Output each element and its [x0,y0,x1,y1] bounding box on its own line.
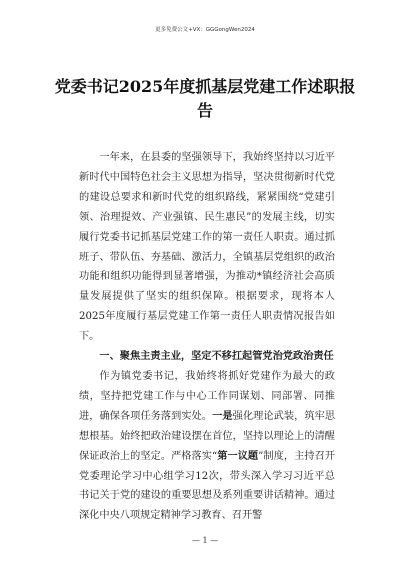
header-note: 更多免费公文+VX：GGGongWen2024 [155,27,255,33]
section-heading: 一、聚焦主责主业，坚定不移扛起管党治党政治责任 [99,351,334,363]
bold-term: 第一议题 [217,449,259,462]
paragraph-text: ”制度，主持召开党委理论学习中心组学习12次，带头深入学习习近平总书记关于党的建设的重要思想及系列重要讲话精神。通过深化中央八项规定精神学习教育、召开警 [79,450,335,522]
document-title: 党委书记2025年度抓基层党建工作述职报告 [54,77,356,120]
bold-marker: 一是 [212,409,233,422]
intro-paragraph: 一年来，在县委的坚强领导下，我始终坚持以习近平新时代中国特色社会主义思想为指导，坚决贯彻新时代党的建设总要求和新时代党的组织路线，紧紧围绕“党建引领、治理提效、产业强镇、民生惠民”的发展主线，切实履行党委书记抓基层党建工作的第一责任人职责。通过抓班子、带队伍、夯基础、激活力，全镇基层党组织的政治功能和组织功能得到显著增强，为推动*镇经济社会高质量发展提供了坚实的组织保障。根据要求，现将本人2025年度履行基层党建工作第一责任人职责情况报告如下。 [79,152,335,343]
section-paragraph [79,367,335,526]
paragraph-text: 强化理论武装，筑牢思想根基。始终把政治建设摆在首位，坚持以理论上的清醒保证政治上的坚定。严格落实“ [79,410,336,462]
page-number: — 1 — [191,536,219,545]
paragraph-text: 作为镇党委书记，我始终将抓好党建作为最大的政绩，坚持把党建工作与中心工作同谋划、同部署、同推进，确保各项任务落到实处。 [79,370,335,422]
document-body [79,148,335,526]
